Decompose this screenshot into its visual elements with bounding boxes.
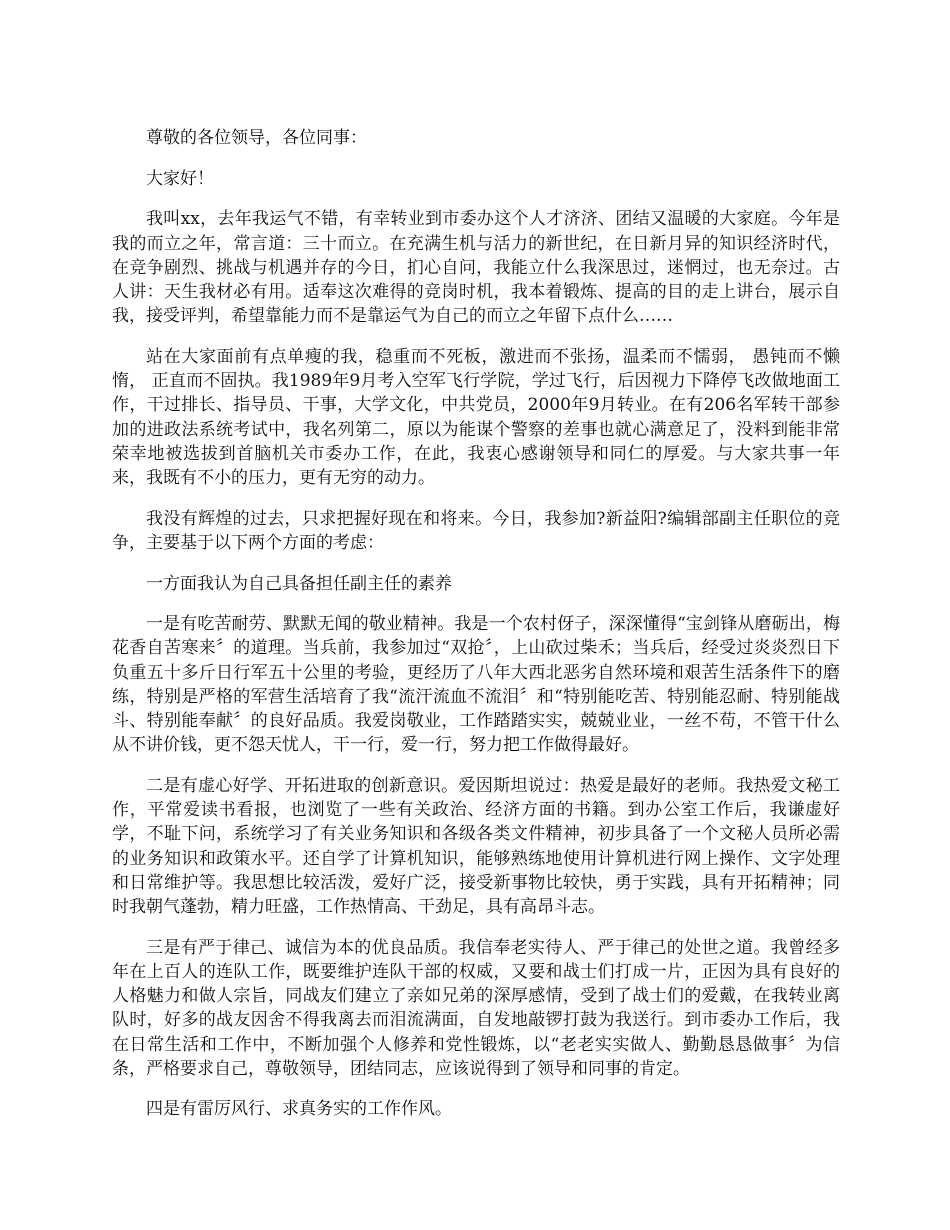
paragraph-motivation: 我没有辉煌的过去，只求把握好现在和将来。今日，我参加?新益阳?编辑部副主任职位的竞争，主要基于以下两个方面的考虑： <box>112 508 840 553</box>
greeting: 大家好！ <box>146 168 214 189</box>
paragraph-background: 站在大家面前有点单瘦的我，稳重而不死板，激进而不张扬，温柔而不懦弱， 愚钝而不懒惰， 正直而不固执。我1989年9月考入空军飞行学院，学过飞行，后因视力下降停飞改做地面工作，干过排长、指导员、干事，大学文化，中共党员，2000年9月转业。在有206名军转干部参加的进政法系统考试中，我名列第二，原以为能谋个警察的差事也就心满意足了，没料到能非常荣幸地被选拔到首脑机关市委办工作，在此，我衷心感谢领导和同仁的厚爱。与大家共事一年来，我既有不小的压力，更有无穷的动力。 <box>112 346 840 488</box>
paragraph-point-four: 四是有雷厉风行、求真务实的工作作风。 <box>146 1099 452 1120</box>
section-heading-qualifications: 一方面我认为自己具备担任副主任的素养 <box>146 573 452 594</box>
paragraph-point-one: 一是有吃苦耐劳、默默无闻的敬业精神。我是一个农村伢子，深深懂得“宝剑锋从磨砺出，梅花香自苦寒来〞的道理。当兵前，我参加过“双抢〞，上山砍过柴禾；当兵后，经受过炎炎烈日下负重五十多斤日行军五十公里的考验，更经历了八年大西北恶劣自然环境和艰苦生活条件下的磨练，特别是严格的军营生活培育了我“流汗流血不流泪〞和“特别能吃苦、特别能忍耐、特别能战斗、特别能奉献〞的良好品质。我爱岗敬业，工作踏踏实实，兢兢业业，一丝不苟，不管干什么从不讲价钱，更不怨天忧人，干一行，爱一行，努力把工作做得最好。 <box>112 614 840 756</box>
salutation: 尊敬的各位领导，各位同事： <box>146 128 367 148</box>
paragraph-point-three: 三是有严于律己、诚信为本的优良品质。我信奉老实待人、严于律己的处世之道。我曾经多年在上百人的连队工作，既要维护连队干部的权威，又要和战士们打成一片，正因为具有良好的人格魅力和做人宗旨，同战友们建立了亲如兄弟的深厚感情，受到了战士们的爱戴，在我转业离队时，好多的战友因舍不得我离去而泪流满面，自发地敲锣打鼓为我送行。到市委办工作后，我在日常生活和工作中，不断加强个人修养和党性锻炼，以“老老实实做人、勤勤恳恳做事〞为信条，严格要求自己，尊敬领导，团结同志，应该说得到了领导和同事的肯定。 <box>112 937 840 1079</box>
document-page <box>112 126 840 1138</box>
paragraph-introduction: 我叫xx，去年我运气不错，有幸转业到市委办这个人才济济、团结又温暖的大家庭。今年是我的而立之年，常言道：三十而立。在充满生机与活力的新世纪，在日新月异的知识经济时代，在竞争剧烈、挑战与机遇并存的今日，扪心自问，我能立什么我深思过，迷惘过，也无奈过。古人讲：天生我材必有用。适奉这次难得的竞岗时机，我本着锻炼、提高的目的走上讲台，展示自我，接受评判，希望靠能力而不是靠运气为自己的而立之年留下点什么…… <box>112 209 840 327</box>
paragraph-point-two: 二是有虚心好学、开拓进取的创新意识。爱因斯坦说过：热爱是最好的老师。我热爱文秘工作，平常爱读书看报，也浏览了一些有关政治、经济方面的书籍。到办公室工作后，我谦虚好学，不耻下问，系统学习了有关业务知识和各级各类文件精神，初步具备了一个文秘人员所必需的业务知识和政策水平。还自学了计算机知识，能够熟练地使用计算机进行网上操作、文字处理和日常维护等。我思想比较活泼，爱好广泛，接受新事物比较快，勇于实践，具有开拓精神；同时我朝气蓬勃，精力旺盛，工作热情高、干劲足，具有高昂斗志。 <box>112 775 840 917</box>
